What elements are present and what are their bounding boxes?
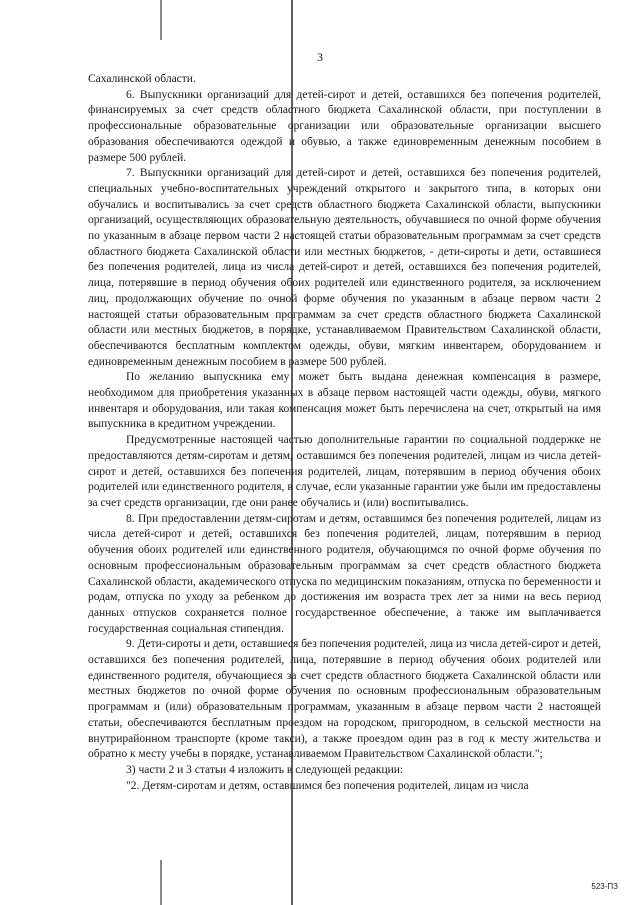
paragraph-continuation: Сахалинской области. xyxy=(88,73,196,85)
document-code: 523-ПЗ xyxy=(591,882,618,891)
paragraph-compensation: По желанию выпускника ему может быть выдана денежная компенсация в размере, необходимом для приобретения указанных в абзаце первом настоящей части одежды, обуви, мягкого инвентаря и оборудования, или такая компенсация может быть перечислена на счет, открытый на имя выпускника в кредитном учреждении. xyxy=(88,371,601,431)
page-number: 3 xyxy=(317,50,323,64)
paragraph-amendment-3: 3) части 2 и 3 статьи 4 изложить в следующей редакции: xyxy=(126,763,404,776)
document-body xyxy=(88,72,601,794)
paragraph-item-7: 7. Выпускники организаций для детей-сирот и детей, оставшихся без попечения родителей, специальных учебно-воспитательных учреждений открытого и закрытого типа, в которых они обучались и воспитывались за счет средств областного бюджета Сахалинской области, выпускники организаций, осуществляющих образовательную деятельность, обучавшиеся по очной форме обучения по указанным в абзаце первом части 2 настоящей статьи образовательным программам за счет средств областного бюджета Сахалинской области или местных бюджетов, - дети-сироты и дети, оставшиеся без попечения родителей, лица из числа детей-сирот и детей, оставшихся без попечения родителей, лица, потерявшие в период обучения обоих родителей или единственного родителя, за исключением лиц, продолжающих обучение по очной форме обучения по указанным в абзаце первом части 2 настоящей статьи образовательным программам за счет средств областного бюджета Сахалинской области или местных бюджетов, в порядке, устанавливаемом Правительством Сахалинской области, обеспечиваются бесплатным комплектом одежды, обуви, мягким инвентарем, оборудованием и единовременным денежным пособием в размере 500 рублей. xyxy=(88,167,601,368)
paragraph-item-9: 9. Дети-сироты и дети, оставшиеся без попечения родителей, лица из числа детей-сирот и детей, оставшихся без попечения родителей, лица, потерявшие в период обучения обоих родителей или единственного родителя, обучающиеся за счет средств областного бюджета Сахалинской области или местных бюджетов по очной форме обучения по основным профессиональным образовательным программам и (или) образовательным программам, указанным в абзаце первом части 2 настоящей статьи, обеспечиваются бесплатным проездом на городском, пригородном, в сельской местности на внутрирайонном транспорте (кроме такси), а также проездом один раз в год к месту жительства и обратно к месту учебы в порядке, устанавливаемом Правительством Сахалинской области."; xyxy=(88,638,601,761)
paragraph-item-6: 6. Выпускники организаций для детей-сирот и детей, оставшихся без попечения родителей, финансируемых за счет средств областного бюджета Сахалинской области, при поступлении в профессиональные образовательные организации или образовательные организации высшего образования обеспечиваются одеждой и обувью, а также единовременным денежным пособием в размере 500 рублей. xyxy=(88,88,601,164)
scan-edge-mark xyxy=(160,860,162,905)
paragraph-item-8: 8. При предоставлении детям-сиротам и детям, оставшимся без попечения родителей, лицам из числа детей-сирот и детей, оставшихся без попечения родителей, лицам, потерявшим в период обучения обоих родителей или единственного родителя, обучающимся по очной форме обучения по основным профессиональным образовательным программам за счет средств областного бюджета Сахалинской области, академического отпуска по медицинским показаниям, отпуска по беременности и родам, отпуска по уходу за ребенком до достижения им возраста трех лет за ними на весь период данных отпусков сохраняется полное государственное обеспечение, а также им выплачивается государственная социальная стипендия. xyxy=(88,512,601,635)
scan-edge-mark xyxy=(160,0,162,40)
paragraph-quoted-start: "2. Детям-сиротам и детям, оставшимся без попечения родителей, лицам из числа xyxy=(126,779,529,792)
paragraph-exception: Предусмотренные настоящей частью дополнительные гарантии по социальной поддержке не предоставляются детям-сиротам и детям, оставшимся без попечения родителей, лицам из числа детей-сирот и детей, оставшихся без попечения родителей, лицам, потерявшим в период обучения обоих родителей или единственного родителя, в случае, если указанные гарантии уже были им предоставлены за счет средств организации, где они ранее обучались и (или) воспитывались. xyxy=(88,434,601,509)
